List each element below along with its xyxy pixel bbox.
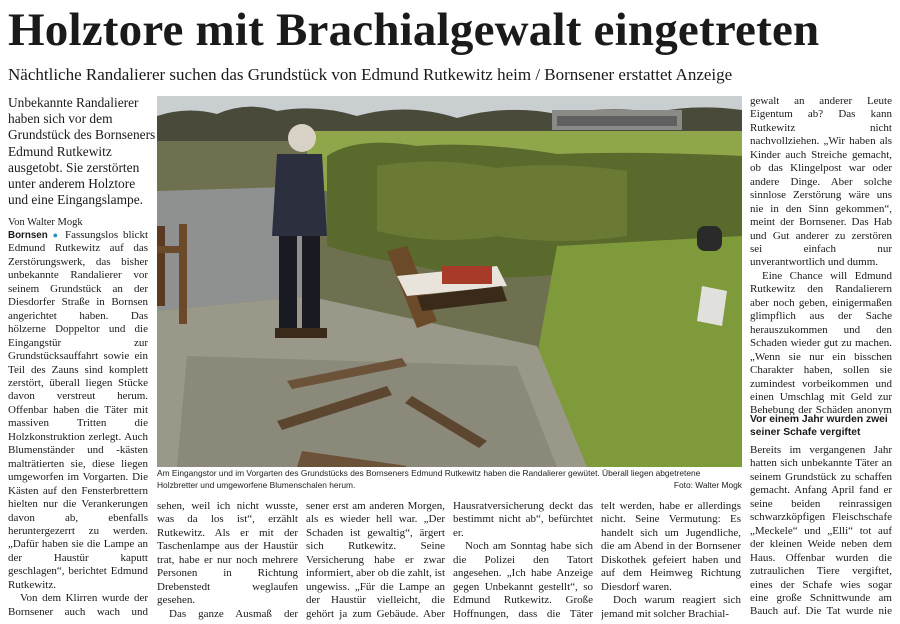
body-column-6b: [750, 444, 892, 620]
body-text: sehen, weil ich nicht wusste, was da los ist“, erzählt Rutkewitz. Als er mit der Taschenlampe aus der Haustür trat, habe er nur noch mehrere Personen in Richtung Drebenstedt weglaufen gesehen.: [157, 500, 298, 607]
body-text: sener erst am anderen Morgen, als es wieder hell war. „Der Schaden ist gewaltig“, ärgert sich Rutkewitz. Seine Versicherung habe er zwar informiert, aber ob die zahlt, ist ungewiss. „Für die Lampe an der Haustür vielleicht, die gehört ja zum Gebäude. Aber: [306, 500, 445, 620]
body-text: Doch warum reagiert sich jemand mit solcher Brachial-: [601, 594, 741, 620]
photo-credit: Foto: Walter Mogk: [670, 480, 742, 492]
author-line: Von Walter Mogk: [8, 217, 83, 228]
body-column-4: [453, 500, 593, 620]
body-text: Bereits im vergangenen Jahr hatten sich unbekannte Täter an seinem Grundstück zu schaffen gemacht. Anfang April fand er seine beiden reinrassigen schwarzköpfigen Fleischschafe „Meckele“ und „Elli“ tot auf der kleinen Weide neben dem Haus. Offenbar wurden die zutraulichen Tiere vergiftet, eines der Schafe wies sogar eine große Schnittwunde am Bauch auf. Die Tat wurde nie: [750, 444, 892, 618]
body-column-2: [157, 500, 298, 620]
body-text: Fassungslos blickt Edmund Rutkewitz auf das Zerstörungswerk, das bisher unbekannte Randalierer vor seinem Grundstück an der Diesdorfer Straße in Bornsen angerichtet haben. Das hölzerne Doppeltor und die Eingangstür zur Grundstücksauffahrt sowie ein Teil des Zauns sind komplett zerstört, überall liegen Stücke davon verstreut herum. Offenbar haben die Täter mit massiven Tritten die Holzkonstruktion zerlegt. Auch Blumenständer und -kästen malträtierten sie, diese liegen umgeworfen im Vorgarten. Die Kästen auf den Fensterbrettern hielten nur die Verankerungen davon ab, ebenfalls heruntergezerrt zu werden. „Dafür haben sie die Lampe an der Haustür kaputt geschlagen“, berichtet Edmund Rutkewitz.: [8, 229, 148, 591]
dateline-dot: ●: [52, 230, 61, 240]
body-column-3: [306, 500, 445, 620]
article-photo: [157, 96, 742, 467]
headline: Holztore mit Brachialgewalt eingetreten: [8, 4, 820, 56]
body-text: Das ganze Ausmaß der: [169, 607, 298, 620]
lead-paragraph: Unbekannte Randalierer haben sich vor dem Grundstück des Bornseners Edmund Rutkewitz ausgetobt. Sie zerstörten unter anderem Holztore und eine Eingangslampe.: [8, 95, 156, 208]
dateline: Bornsen: [8, 230, 48, 241]
body-text: Eine Chance will Edmund Rutkewitz den Randalierern aber noch geben, einigermaßen glimpflich aus der Sache herauszukommen und den Schaden wieder gut zu machen. „Wenn sie nur ein bisschen Charakter haben, sollen sie zumindest vorbeikommen und einen Umschlag mit Geld zur Behebung der Schäden anonym: [750, 269, 892, 415]
body-column-1: [8, 229, 148, 619]
body-text: telt werden, habe er allerdings nicht. Seine Vermutung: Es handelt sich um Jugendliche, die am Abend in der Bornsener Diskothek gefeiert haben und auf dem Heimweg Richtung Diesdorf waren.: [601, 500, 741, 593]
body-text: gewalt an anderer Leute Eigentum ab? Das kann Rutkewitz nicht nachvollziehen. „Wir haben als Kinder auch Streiche gemacht, ob das Klingelpost war oder andere Dinge. Aber solche sinnlose Zerstörung wäre uns nie in den Sinn gekommen“, meint der Bornsener. Das Hab und Gut anderer zu zerstören sei einfach nur unverantwortlich und dumm.: [750, 95, 892, 269]
subheadline: Nächtliche Randalierer suchen das Grundstück von Edmund Rutkewitz heim / Bornsener erstattet Anzeige: [8, 65, 733, 84]
subheading: Vor einem Jahr wurden zwei seiner Schafe vergiftet: [750, 414, 888, 438]
body-text: Von dem Klirren wurde der Bornsener auch wach und: [8, 592, 148, 618]
garden-photo: [157, 96, 742, 467]
body-column-5: [601, 500, 741, 620]
body-text: Noch am Sonntag habe sich die Polizei den Tatort angesehen. „Ich habe Anzeige gegen Unbekannt gestellt“, so Edmund Rutkewitz. Große Hoffnungen, dass die Täter: [453, 540, 593, 620]
caption-text: Am Eingangstor und im Vorgarten des Grundstücks des Bornseners Edmund Rutkewitz haben die Randalierer gewütet. Überall liegen abgetretene Holzbretter und umgeworfene Blumenschalen herum.: [157, 468, 701, 490]
photo-caption: [157, 468, 742, 491]
body-text: Hausratversicherung deckt das bestimmt nicht ab“, befürchtet er.: [453, 500, 593, 539]
body-column-6: [750, 95, 892, 415]
